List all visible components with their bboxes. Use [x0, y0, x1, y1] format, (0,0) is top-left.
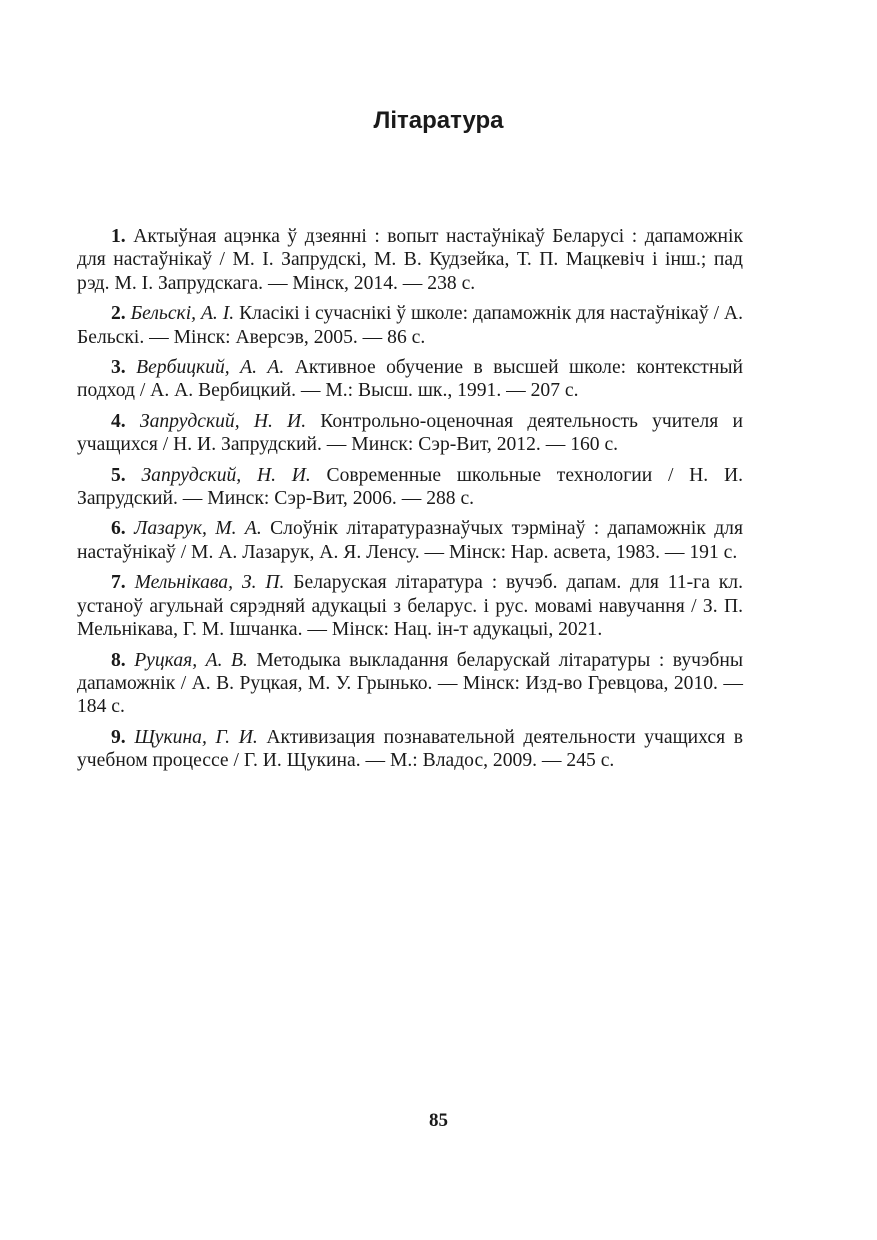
reference-author: Вербицкий, А. А.: [136, 357, 285, 379]
reference-item-8: [77, 649, 743, 719]
reference-item-9: [77, 726, 743, 773]
reference-text: Активизация познавательной деятельности учащихся в учебном процессе / Г. И. Щукина. — М.: Владос, 2009. — 245 с.: [77, 726, 743, 772]
reference-item-7: [77, 571, 743, 641]
reference-text: Актыўная ацэнка ў дзеянні : вопыт настаўнікаў Беларусі : дапаможнік для настаўнікаў / М. І. Запрудскі, М. В. Кудзейка, Т. П. Мацкевіч і інш.; пад рэд. М. І. Запрудскага. — Мінск, 2014. — 238 с.: [77, 226, 743, 294]
reference-author: Мельнікава, З. П.: [134, 572, 285, 594]
reference-item-2: [77, 302, 743, 349]
reference-number: 2.: [111, 303, 126, 325]
reference-item-5: [77, 464, 743, 511]
reference-text: Активное обучение в высшей школе: контекстный подход / А. А. Вербицкий. — М.: Высш. шк., 1991. — 207 с.: [77, 357, 744, 402]
reference-number: 1.: [111, 226, 126, 247]
reference-author: Бельскі, А. І.: [130, 303, 235, 325]
reference-author: Лазарук, М. А.: [134, 518, 262, 540]
reference-number: 4.: [111, 410, 126, 432]
reference-text: Слоўнік літаратуразнаўчых тэрмінаў : дапаможнік для настаўнікаў / М. А. Лазарук, А. Я. Ленсу. — Мінск: Нар. асвета, 1983. — 191 с.: [77, 518, 743, 563]
reference-list: [77, 225, 743, 780]
reference-number: 8.: [111, 649, 126, 671]
reference-text: Современные школьные технологии / Н. И. Запрудский. — Минск: Сэр-Вит, 2006. — 288 с.: [77, 464, 743, 510]
reference-item-1: [77, 225, 743, 295]
reference-author: Запрудский, Н. И.: [141, 464, 311, 486]
reference-author: Руцкая, А. В.: [134, 649, 248, 671]
reference-item-4: [77, 410, 743, 457]
reference-item-3: [77, 356, 743, 403]
reference-author: Щукина, Г. И.: [134, 726, 258, 748]
reference-text: Методыка выкладання беларускай літаратуры : вучэбны дапаможнік / А. В. Руцкая, М. У. Грынько. — Мінск: Изд-во Гревцова, 2010. — 184 с.: [77, 649, 743, 718]
reference-number: 7.: [111, 572, 126, 594]
page-number: 85: [429, 1110, 448, 1131]
reference-text: Класікі і сучаснікі ў школе: дапаможнік для настаўнікаў / А. Бельскі. — Мінск: Аверсэв, 2005. — 86 с.: [77, 303, 743, 348]
reference-author: Запрудский, Н. И.: [139, 410, 307, 432]
reference-number: 3.: [111, 357, 126, 379]
reference-text: Контрольно-оценочная деятельность учителя и учащихся / Н. И. Запрудский. — Минск: Сэр-Вит, 2012. — 160 с.: [77, 410, 743, 456]
reference-item-6: [77, 517, 743, 564]
reference-text: Беларуская літаратура : вучэб. дапам. для 11-га кл. устаноў агульнай сярэдняй адукацыі з беларус. і рус. мовамі навучання / З. П. Мельнікава, Г. М. Ішчанка. — Мінск: Нац. ін-т адукацыі, 2021.: [77, 572, 743, 641]
reference-number: 6.: [111, 518, 126, 540]
reference-number: 9.: [111, 726, 126, 748]
page-title: Літаратура: [373, 107, 504, 134]
reference-number: 5.: [111, 464, 126, 486]
